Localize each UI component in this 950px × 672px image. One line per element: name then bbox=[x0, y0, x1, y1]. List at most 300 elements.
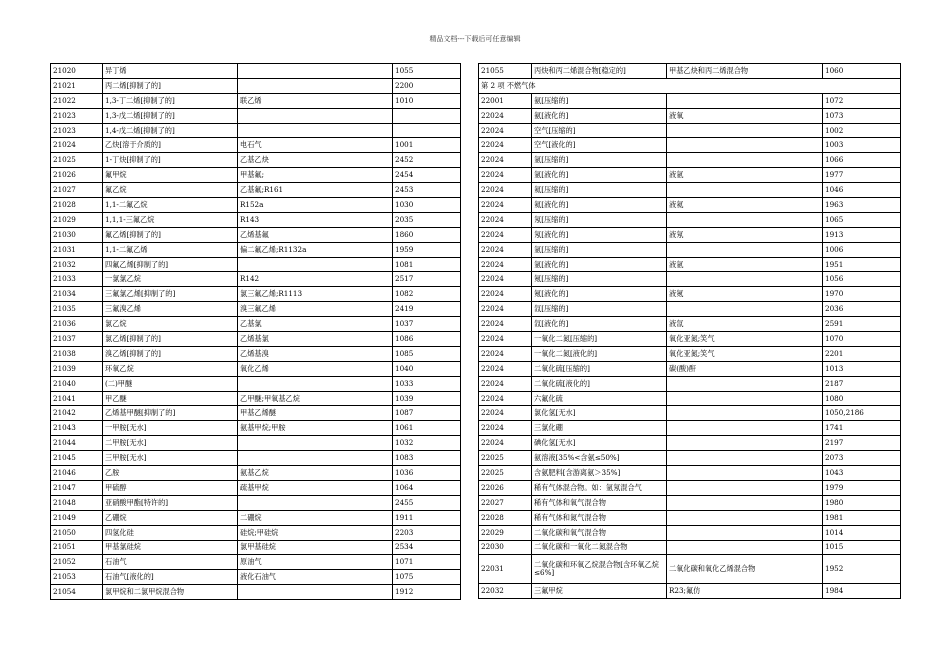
alias-cell bbox=[238, 257, 393, 272]
alias-cell: 氨基乙烷 bbox=[238, 466, 393, 481]
name-cell: 四氢化硅 bbox=[103, 525, 238, 540]
un-cell: 1040 bbox=[393, 361, 461, 376]
un-cell: 1070 bbox=[823, 332, 901, 347]
table-row bbox=[51, 138, 461, 153]
un-cell: 2517 bbox=[393, 272, 461, 287]
name-cell: 氯化氢[无水] bbox=[532, 406, 667, 421]
name-cell: 氪[液化的] bbox=[532, 287, 667, 302]
code-cell: 21032 bbox=[51, 257, 103, 272]
un-cell: 1072 bbox=[823, 93, 901, 108]
un-cell: 1043 bbox=[823, 466, 901, 481]
table-row bbox=[479, 123, 901, 138]
table-row bbox=[479, 287, 901, 302]
name-cell: 氙[压缩的] bbox=[532, 302, 667, 317]
alias-cell: 乙基乙炔 bbox=[238, 153, 393, 168]
un-cell: 1082 bbox=[393, 287, 461, 302]
name-cell: 三氟溴乙烯 bbox=[103, 302, 238, 317]
code-cell: 21024 bbox=[51, 138, 103, 153]
name-cell: 氟乙烷 bbox=[103, 183, 238, 198]
table-row bbox=[51, 555, 461, 570]
code-cell: 21034 bbox=[51, 287, 103, 302]
table-row bbox=[479, 346, 901, 361]
alias-cell bbox=[667, 540, 823, 555]
un-cell: 1977 bbox=[823, 168, 901, 183]
code-cell: 21021 bbox=[51, 78, 103, 93]
name-cell: 乙炔[溶于介质的] bbox=[103, 138, 238, 153]
name-cell: 乙烯基甲醚[抑制了的] bbox=[103, 406, 238, 421]
code-cell: 21051 bbox=[51, 540, 103, 555]
alias-cell: 电石气 bbox=[238, 138, 393, 153]
un-cell: 2419 bbox=[393, 302, 461, 317]
code-cell: 22024 bbox=[479, 153, 532, 168]
name-cell: 氨[压缩的] bbox=[532, 93, 667, 108]
un-cell: 1036 bbox=[393, 466, 461, 481]
section-title: 第 2 项 不燃气体 bbox=[479, 78, 901, 93]
un-cell: 2534 bbox=[393, 540, 461, 555]
code-cell: 21055 bbox=[479, 64, 532, 79]
name-cell: 氯甲烷和二氯甲烷混合物 bbox=[103, 585, 238, 600]
code-cell: 22024 bbox=[479, 302, 532, 317]
code-cell: 21054 bbox=[51, 585, 103, 600]
alias-cell: 液氪 bbox=[667, 287, 823, 302]
alias-cell: 联乙烯 bbox=[238, 93, 393, 108]
un-cell: 1003 bbox=[823, 138, 901, 153]
code-cell: 22030 bbox=[479, 540, 532, 555]
name-cell: 一甲胺[无水] bbox=[103, 421, 238, 436]
table-row bbox=[479, 93, 901, 108]
alias-cell: 二氧化碳和氧化乙烯混合物 bbox=[667, 555, 823, 584]
right-table bbox=[478, 63, 901, 599]
code-cell: 21020 bbox=[51, 64, 103, 79]
name-cell: 1,1-二氟乙烷 bbox=[103, 198, 238, 213]
table-row bbox=[479, 212, 901, 227]
alias-cell bbox=[667, 272, 823, 287]
name-cell: 氩[液化的] bbox=[532, 168, 667, 183]
table-row bbox=[479, 421, 901, 436]
un-cell: 1013 bbox=[823, 361, 901, 376]
name-cell: 石油气[液化的] bbox=[103, 570, 238, 585]
code-cell: 22024 bbox=[479, 108, 532, 123]
table-row bbox=[51, 346, 461, 361]
name-cell: 氨[液化的] bbox=[532, 108, 667, 123]
un-cell: 1071 bbox=[393, 555, 461, 570]
name-cell: 二氧化硫[压缩的] bbox=[532, 361, 667, 376]
un-cell: 1087 bbox=[393, 406, 461, 421]
alias-cell bbox=[667, 183, 823, 198]
name-cell: 丙二烯[抑制了的] bbox=[103, 78, 238, 93]
name-cell: 二氧化碳和氧气混合物 bbox=[532, 525, 667, 540]
name-cell: 氩[压缩的] bbox=[532, 153, 667, 168]
code-cell: 22025 bbox=[479, 451, 532, 466]
table-row bbox=[479, 302, 901, 317]
code-cell: 21023 bbox=[51, 123, 103, 138]
code-cell: 21029 bbox=[51, 212, 103, 227]
un-cell: 1001 bbox=[393, 138, 461, 153]
alias-cell: 液化石油气 bbox=[238, 570, 393, 585]
table-row bbox=[479, 64, 901, 79]
code-cell: 22025 bbox=[479, 466, 532, 481]
code-cell: 21046 bbox=[51, 466, 103, 481]
alias-cell: 碳(酸)酐 bbox=[667, 361, 823, 376]
code-cell: 21052 bbox=[51, 555, 103, 570]
name-cell: 氪[压缩的] bbox=[532, 272, 667, 287]
name-cell: 氙[液化的] bbox=[532, 317, 667, 332]
un-cell: 1980 bbox=[823, 495, 901, 510]
table-row bbox=[479, 406, 901, 421]
name-cell: 一氧化二氮[压缩的] bbox=[532, 332, 667, 347]
alias-cell: 液氧 bbox=[667, 108, 823, 123]
un-cell: 1002 bbox=[823, 123, 901, 138]
code-cell: 22024 bbox=[479, 406, 532, 421]
table-row bbox=[51, 212, 461, 227]
table-row bbox=[51, 198, 461, 213]
alias-cell bbox=[238, 64, 393, 79]
code-cell: 21045 bbox=[51, 451, 103, 466]
table-row bbox=[51, 64, 461, 79]
table-row bbox=[51, 585, 461, 600]
table-row bbox=[51, 332, 461, 347]
alias-cell bbox=[667, 138, 823, 153]
name-cell: 二氧化碳和一氧化二氮混合物 bbox=[532, 540, 667, 555]
code-cell: 21044 bbox=[51, 436, 103, 451]
name-cell: 1,1,1-三氟乙烷 bbox=[103, 212, 238, 227]
alias-cell bbox=[667, 510, 823, 525]
name-cell: 环氧乙烷 bbox=[103, 361, 238, 376]
alias-cell: 甲基氟; bbox=[238, 168, 393, 183]
un-cell: 1913 bbox=[823, 227, 901, 242]
alias-cell: 乙基氟;R161 bbox=[238, 183, 393, 198]
code-cell: 22024 bbox=[479, 317, 532, 332]
table-row bbox=[51, 436, 461, 451]
code-cell: 22024 bbox=[479, 227, 532, 242]
code-cell: 21037 bbox=[51, 332, 103, 347]
un-cell: 2455 bbox=[393, 495, 461, 510]
alias-cell bbox=[667, 212, 823, 227]
alias-cell: 液氦 bbox=[667, 198, 823, 213]
code-cell: 21022 bbox=[51, 93, 103, 108]
alias-cell bbox=[238, 78, 393, 93]
un-cell: 2036 bbox=[823, 302, 901, 317]
alias-cell bbox=[238, 376, 393, 391]
name-cell: 二氧化碳和环氧乙烷混合物[含环氧乙烷≤6%] bbox=[532, 555, 667, 584]
un-cell: 1015 bbox=[823, 540, 901, 555]
alias-cell bbox=[667, 436, 823, 451]
name-cell: 二甲胺[无水] bbox=[103, 436, 238, 451]
table-row bbox=[479, 332, 901, 347]
un-cell: 1951 bbox=[823, 257, 901, 272]
alias-cell bbox=[667, 480, 823, 495]
name-cell: 异丁烯 bbox=[103, 64, 238, 79]
name-cell: 氟乙烯[抑制了的] bbox=[103, 227, 238, 242]
table-row bbox=[479, 257, 901, 272]
code-cell: 21035 bbox=[51, 302, 103, 317]
table-row bbox=[51, 302, 461, 317]
alias-cell bbox=[667, 242, 823, 257]
alias-cell: R152a bbox=[238, 198, 393, 213]
table-row bbox=[51, 406, 461, 421]
table-row bbox=[479, 495, 901, 510]
name-cell: 碘化氢[无水] bbox=[532, 436, 667, 451]
alias-cell: R142 bbox=[238, 272, 393, 287]
alias-cell bbox=[667, 466, 823, 481]
code-cell: 21023 bbox=[51, 108, 103, 123]
name-cell: 三氟氯乙烯[抑制了的] bbox=[103, 287, 238, 302]
un-cell: 2454 bbox=[393, 168, 461, 183]
alias-cell: 疏基甲烷 bbox=[238, 480, 393, 495]
un-cell: 1060 bbox=[823, 64, 901, 79]
un-cell: 1033 bbox=[393, 376, 461, 391]
un-cell: 2203 bbox=[393, 525, 461, 540]
un-cell: 1064 bbox=[393, 480, 461, 495]
un-cell: 1083 bbox=[393, 451, 461, 466]
name-cell: 甲硫醇 bbox=[103, 480, 238, 495]
table-row bbox=[479, 584, 901, 599]
alias-cell bbox=[667, 525, 823, 540]
name-cell: 一氧化二氮[液化的] bbox=[532, 346, 667, 361]
name-cell: 二氧化硫[液化的] bbox=[532, 376, 667, 391]
alias-cell: 硅烷;甲硅烷 bbox=[238, 525, 393, 540]
page-header: 精品文档---下载后可任意编辑 bbox=[429, 35, 521, 43]
name-cell: 含氨肥料[含游离氨＞35%] bbox=[532, 466, 667, 481]
name-cell: 六氟化硫 bbox=[532, 391, 667, 406]
table-row bbox=[479, 436, 901, 451]
un-cell: 1030 bbox=[393, 198, 461, 213]
code-cell: 22024 bbox=[479, 391, 532, 406]
table-row bbox=[51, 153, 461, 168]
alias-cell bbox=[667, 93, 823, 108]
code-cell: 22001 bbox=[479, 93, 532, 108]
code-cell: 22024 bbox=[479, 272, 532, 287]
name-cell: 氟甲烷 bbox=[103, 168, 238, 183]
alias-cell bbox=[238, 495, 393, 510]
table-row bbox=[51, 227, 461, 242]
alias-cell bbox=[667, 406, 823, 421]
code-cell: 22024 bbox=[479, 242, 532, 257]
code-cell: 22026 bbox=[479, 480, 532, 495]
code-cell: 22024 bbox=[479, 198, 532, 213]
name-cell: 氨溶液[35%<含氨≤50%] bbox=[532, 451, 667, 466]
un-cell: 2452 bbox=[393, 153, 461, 168]
code-cell: 22032 bbox=[479, 584, 532, 599]
un-cell: 1050,2186 bbox=[823, 406, 901, 421]
code-cell: 22024 bbox=[479, 332, 532, 347]
code-cell: 21033 bbox=[51, 272, 103, 287]
code-cell: 22024 bbox=[479, 376, 532, 391]
alias-cell: 乙烯基氟 bbox=[238, 227, 393, 242]
code-cell: 21028 bbox=[51, 198, 103, 213]
name-cell: 乙硼烷 bbox=[103, 510, 238, 525]
code-cell: 21027 bbox=[51, 183, 103, 198]
alias-cell bbox=[667, 376, 823, 391]
table-row bbox=[479, 555, 901, 584]
alias-cell bbox=[667, 391, 823, 406]
table-row bbox=[479, 480, 901, 495]
table-row bbox=[51, 510, 461, 525]
un-cell: 1010 bbox=[393, 93, 461, 108]
un-cell: 1080 bbox=[823, 391, 901, 406]
alias-cell: 偏二氟乙烯;R1132a bbox=[238, 242, 393, 257]
un-cell: 1046 bbox=[823, 183, 901, 198]
name-cell: 1,3-丁二烯[抑制了的] bbox=[103, 93, 238, 108]
code-cell: 22024 bbox=[479, 257, 532, 272]
table-row bbox=[51, 108, 461, 123]
alias-cell: 氧化亚氮;笑气 bbox=[667, 332, 823, 347]
code-cell: 22024 bbox=[479, 287, 532, 302]
alias-cell: 液氙 bbox=[667, 317, 823, 332]
code-cell: 22024 bbox=[479, 168, 532, 183]
name-cell: 氦[压缩的] bbox=[532, 183, 667, 198]
code-cell: 22027 bbox=[479, 495, 532, 510]
name-cell: 三氯化硼 bbox=[532, 421, 667, 436]
alias-cell bbox=[667, 451, 823, 466]
name-cell: 稀有气体和氧气混合物 bbox=[532, 495, 667, 510]
alias-cell: 氧化亚氮;笑气 bbox=[667, 346, 823, 361]
alias-cell bbox=[667, 153, 823, 168]
code-cell: 22024 bbox=[479, 123, 532, 138]
table-row bbox=[51, 361, 461, 376]
alias-cell bbox=[238, 585, 393, 600]
un-cell: 1086 bbox=[393, 332, 461, 347]
un-cell: 1006 bbox=[823, 242, 901, 257]
table-row bbox=[51, 466, 461, 481]
code-cell: 21049 bbox=[51, 510, 103, 525]
un-cell: 1970 bbox=[823, 287, 901, 302]
un-cell: 1984 bbox=[823, 584, 901, 599]
code-cell: 21038 bbox=[51, 346, 103, 361]
code-cell: 21042 bbox=[51, 406, 103, 421]
table-row bbox=[51, 257, 461, 272]
alias-cell: R143 bbox=[238, 212, 393, 227]
un-cell: 1055 bbox=[393, 64, 461, 79]
un-cell: 1952 bbox=[823, 555, 901, 584]
un-cell: 1065 bbox=[823, 212, 901, 227]
name-cell: (二)甲醚 bbox=[103, 376, 238, 391]
name-cell: 氖[液化的] bbox=[532, 227, 667, 242]
name-cell: 氖[压缩的] bbox=[532, 212, 667, 227]
name-cell: 氯乙烯[抑制了的] bbox=[103, 332, 238, 347]
un-cell: 2197 bbox=[823, 436, 901, 451]
alias-cell: 乙烯基氯 bbox=[238, 332, 393, 347]
alias-cell: 氯三氟乙烯;R1113 bbox=[238, 287, 393, 302]
alias-cell: 乙烯基溴 bbox=[238, 346, 393, 361]
un-cell: 1979 bbox=[823, 480, 901, 495]
code-cell: 21036 bbox=[51, 317, 103, 332]
un-cell: 1014 bbox=[823, 525, 901, 540]
table-row bbox=[51, 242, 461, 257]
table-row bbox=[479, 272, 901, 287]
alias-cell: 乙基氯 bbox=[238, 317, 393, 332]
un-cell: 1081 bbox=[393, 257, 461, 272]
un-cell: 1075 bbox=[393, 570, 461, 585]
name-cell: 1-丁炔[抑制了的] bbox=[103, 153, 238, 168]
table-row bbox=[51, 525, 461, 540]
name-cell: 乙胺 bbox=[103, 466, 238, 481]
table-row bbox=[479, 138, 901, 153]
table-row bbox=[479, 540, 901, 555]
alias-cell: 甲基乙炔和丙二烯混合物 bbox=[667, 64, 823, 79]
table-row bbox=[479, 153, 901, 168]
table-row bbox=[479, 525, 901, 540]
un-cell bbox=[393, 123, 461, 138]
alias-cell: 液氖 bbox=[667, 227, 823, 242]
table-row bbox=[51, 168, 461, 183]
alias-cell: 溴三氟乙烯 bbox=[238, 302, 393, 317]
table-row bbox=[51, 376, 461, 391]
alias-cell bbox=[238, 108, 393, 123]
name-cell: 空气[压缩的] bbox=[532, 123, 667, 138]
alias-cell bbox=[667, 421, 823, 436]
table-row bbox=[479, 242, 901, 257]
alias-cell: 原油气 bbox=[238, 555, 393, 570]
code-cell: 22024 bbox=[479, 436, 532, 451]
code-cell: 22024 bbox=[479, 346, 532, 361]
code-cell: 22024 bbox=[479, 138, 532, 153]
code-cell: 21048 bbox=[51, 495, 103, 510]
table-row bbox=[479, 451, 901, 466]
un-cell: 1860 bbox=[393, 227, 461, 242]
name-cell: 1,3-戊二烯[抑制了的] bbox=[103, 108, 238, 123]
table-row bbox=[479, 317, 901, 332]
name-cell: 甲乙醚 bbox=[103, 391, 238, 406]
table-row bbox=[51, 480, 461, 495]
table-row bbox=[479, 391, 901, 406]
un-cell: 1981 bbox=[823, 510, 901, 525]
un-cell: 1037 bbox=[393, 317, 461, 332]
code-cell: 22024 bbox=[479, 212, 532, 227]
table-row bbox=[51, 93, 461, 108]
code-cell: 21039 bbox=[51, 361, 103, 376]
un-cell: 1032 bbox=[393, 436, 461, 451]
name-cell: 1,4-戊二烯[抑制了的] bbox=[103, 123, 238, 138]
code-cell: 21053 bbox=[51, 570, 103, 585]
un-cell: 1911 bbox=[393, 510, 461, 525]
un-cell: 2453 bbox=[393, 183, 461, 198]
table-row bbox=[479, 227, 901, 242]
alias-cell bbox=[238, 436, 393, 451]
un-cell: 2591 bbox=[823, 317, 901, 332]
code-cell: 21031 bbox=[51, 242, 103, 257]
un-cell: 1741 bbox=[823, 421, 901, 436]
table-row bbox=[51, 495, 461, 510]
table-row bbox=[479, 108, 901, 123]
table-row bbox=[479, 198, 901, 213]
alias-cell bbox=[667, 302, 823, 317]
alias-cell: 甲基乙烯醚 bbox=[238, 406, 393, 421]
table-row bbox=[51, 272, 461, 287]
section-row bbox=[479, 78, 901, 93]
name-cell: 稀有气体混合物。如：氩氖混合气 bbox=[532, 480, 667, 495]
name-cell: 甲基氯硅烷 bbox=[103, 540, 238, 555]
alias-cell bbox=[238, 451, 393, 466]
name-cell: 三氟甲烷 bbox=[532, 584, 667, 599]
un-cell: 1085 bbox=[393, 346, 461, 361]
table-row bbox=[51, 123, 461, 138]
un-cell: 2200 bbox=[393, 78, 461, 93]
code-cell: 21025 bbox=[51, 153, 103, 168]
alias-cell: 氧化乙烯 bbox=[238, 361, 393, 376]
alias-cell: 液氩 bbox=[667, 257, 823, 272]
alias-cell bbox=[238, 123, 393, 138]
alias-cell: 氨基甲烷;甲胺 bbox=[238, 421, 393, 436]
name-cell: 空气[液化的] bbox=[532, 138, 667, 153]
table-row bbox=[479, 466, 901, 481]
table-row bbox=[51, 78, 461, 93]
un-cell: 1912 bbox=[393, 585, 461, 600]
un-cell: 2201 bbox=[823, 346, 901, 361]
table-row bbox=[479, 361, 901, 376]
un-cell: 2073 bbox=[823, 451, 901, 466]
name-cell: 亚硝酸甲酯[特许的] bbox=[103, 495, 238, 510]
